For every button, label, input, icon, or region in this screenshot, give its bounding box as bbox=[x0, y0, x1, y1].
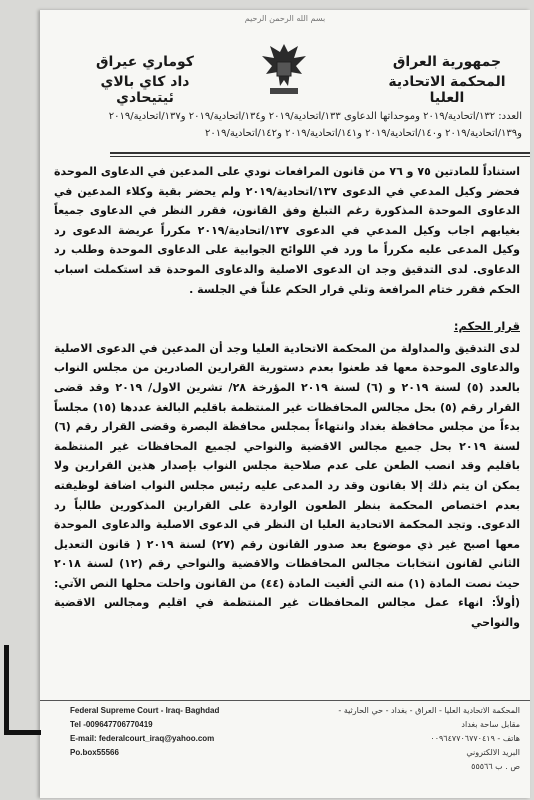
case-numbers-line: و١٣٩/اتحادية/٢٠١٩ و١٤٠/اتحادية/٢٠١٩ و١٤١/اتحادية/٢٠١٩ و١٤٢/اتحادية/٢٠١٩ bbox=[205, 128, 522, 139]
country-name: جمهورية العراق bbox=[392, 54, 502, 70]
footer-pobox: Po.box55566 bbox=[70, 748, 119, 757]
case-numbers-line: العدد: ١٣٢/اتحادية/٢٠١٩ وموحداتها الدعاوى ١٣٣/اتحادية/٢٠١٩ و١٣٤/اتحادية/٢٠١٩ و١٣٧/اتحادية/٢٠١٩ bbox=[108, 111, 522, 122]
basmala: بسم الله الرحمن الرحيم bbox=[244, 14, 326, 23]
footer-address: المحكمة الاتحادية العليا - العراق - بغداد - حي الحارثية - مقابل ساحة بغداد bbox=[338, 706, 520, 729]
crop-mark bbox=[4, 645, 41, 735]
court-name: المحكمة الاتحادية العليا bbox=[388, 74, 506, 106]
document-body bbox=[54, 162, 520, 651]
footer-email-label: البريد الالكتروني bbox=[466, 748, 520, 757]
footer-contact-english bbox=[70, 704, 270, 760]
header-kurdish bbox=[70, 54, 220, 106]
document-page bbox=[40, 10, 530, 798]
footer-phone: Tel -009647706770419 bbox=[70, 720, 153, 729]
header-divider bbox=[110, 156, 530, 157]
court-name-kurdish: داد كاي بالاي ئيتيحادي bbox=[100, 74, 190, 106]
section-heading: قرار الحكم: bbox=[453, 319, 520, 334]
footer-address: Federal Supreme Court - Iraq- Baghdad bbox=[70, 706, 220, 715]
footer-pobox: ص . ب ٥٥٥٦٦ bbox=[471, 762, 520, 771]
footer-divider bbox=[40, 700, 530, 701]
case-numbers bbox=[48, 108, 522, 142]
footer-contact-arabic bbox=[330, 704, 520, 774]
eagle-emblem-icon bbox=[258, 40, 310, 98]
paragraph-judgment: لدى التدقيق والمداولة من المحكمة الاتحادية العليا وجد أن المدعين في الدعوى الاصلية والدعاوى الموحدة معها قد طعنوا بعدم دستورية القرارين الصادرين من مجلس النواب بالعدد (٥) لسنة ٢٠١٩ و (٦) لسنة ٢٠١٩ المؤرخة ٢٨/ تشرين الاول/ ٢٠١٩ وقد قضى القرار رقم (٥) بحل مجالس المحافظات غير المنتظمة باقليم البالغة عددها (١٥) مجلساً بدءاً من مجلس محافظة بغداد وانتهاءاً بمجلس محافظة البصرة وقضى القرار رقم (٦) لسنة ٢٠١٩ بحل جميع مجالس الاقضية والنواحي لجميع المحافظات غير المنتظمة باقليم وقد انصب الطعن على عدم صلاحية مجلس النواب بإصدار هذين القرارين ولا يمكن ان يتم ذلك إلا بقانون وقد رد المدعى عليه رئيس مجلس النواب اضافة لوظيفته بعدم اختصاص المحكمة بنظر الطعون الواردة على القرارين المذكورين طالباً رد الدعوى. وتجد المحكمة الاتحادية العليا ان النظر في الدعوى الاصلية والدعاوى الموحدة معها اصبح غير ذي موضوع بعد صدور القانون رقم (٢٧) لسنة ٢٠١٩ ( قانون التعديل الثاني لقانون انتخابات مجالس المحافظات والاقضية والنواحي رقم (١٢) لسنة ٢٠١٨ حيث نصت المادة (١) منه التي ألغيت المادة (٤٤) من القانون واحلت محلها النص الآتي: (أولاً: انهاء عمل مجالس المحافظات غير المنتظمة في اقليم ومجالس الاقضية والنواحي bbox=[54, 341, 521, 630]
footer-phone: هاتف - ٠٠٩٦٤٧٧٠٦٧٧٠٤١٩ bbox=[430, 734, 520, 743]
paragraph-proceedings: استناداً للمادتين ٧٥ و ٧٦ من قانون المرافعات نودي على المدعين في الدعاوى الموحدة فحضر وكيل المدعي في الدعوى ١٣٧/اتحادية/٢٠١٩ ولم يحضر بقية وكلاء المدعين في الدعاوى الموحدة المذكورة رغم التبلغ وفق القانون، فقرر النظر في الدعاوى جميعاً بغيابهم اجاب وكيل المدعي في الدعوى ١٣٧/اتحادية/٢٠١٩ مكرراً عريضة الدعوى رد وكيل المدعى عليه مكرراً ما ورد في اللوائح الجوابية على الدعاوى الموحدة وطلب رد الدعاوى. لدى التدقيق وجد ان الدعوى الاصلية والدعاوى الموحدة قد استكملت اسباب الحكم فقرر ختام المرافعة وتلي قرار الحكم علناً في الجلسة . bbox=[54, 165, 521, 296]
header-divider bbox=[110, 152, 530, 154]
footer-email: E-mail: federalcourt_iraq@yahoo.com bbox=[70, 734, 215, 743]
header-arabic bbox=[372, 54, 522, 106]
country-name-kurdish: كوماري عيراق bbox=[96, 54, 194, 70]
